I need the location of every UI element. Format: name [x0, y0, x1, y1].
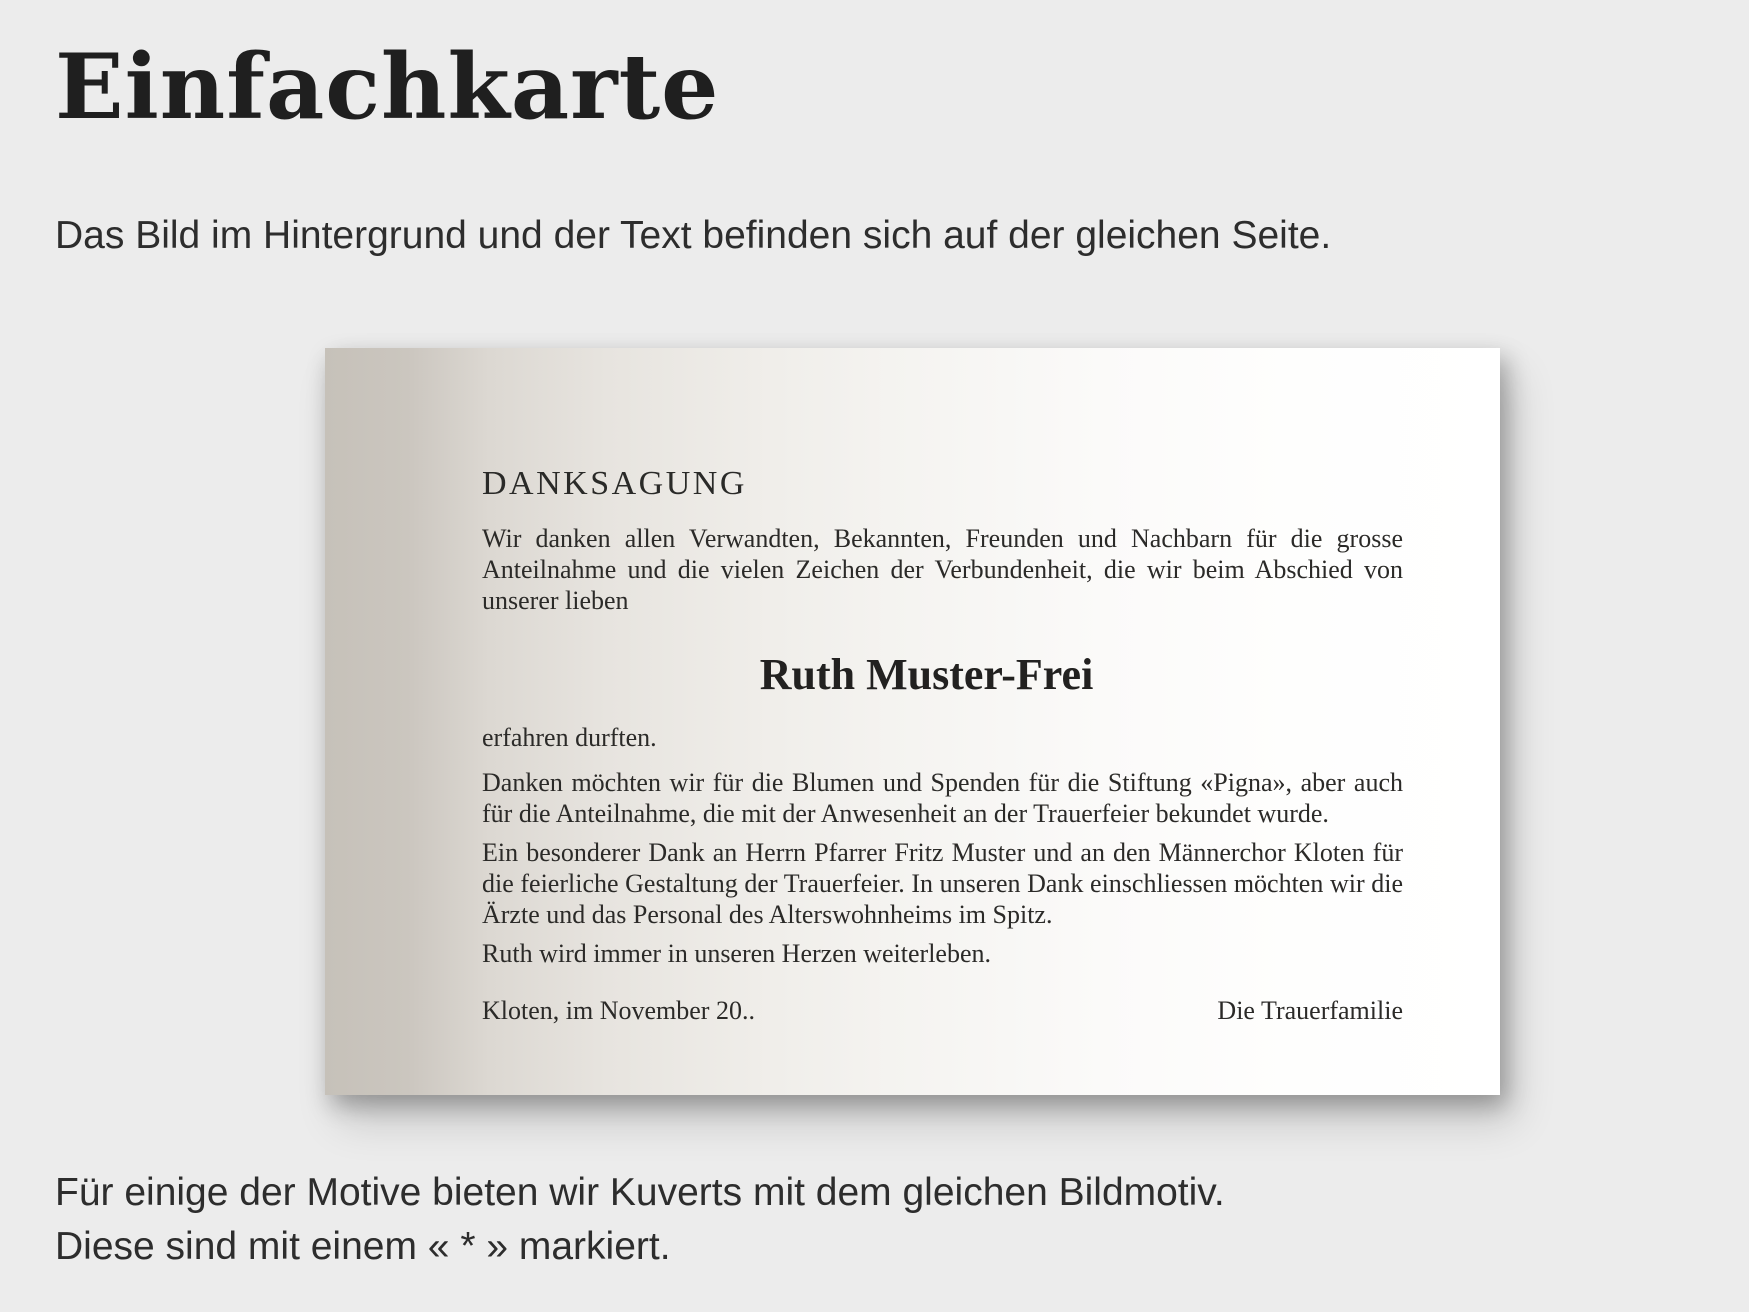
card-footer-place-date: Kloten, im November 20..	[482, 996, 755, 1025]
danksagung-card	[325, 348, 1500, 1095]
card-paragraph-thanks: Ein besonderer Dank an Herrn Pfarrer Fritz Muster und an den Männerchor Kloten für die feierliche Gestaltung der Trauerfeier. In unseren Dank einschliessen möchten wir die Ärzte und das Personal des Alterswohnheims im Spitz.	[482, 837, 1403, 929]
page-title: Einfachkarte	[55, 34, 720, 140]
page-footer-line2: Diese sind mit einem « * » markiert.	[55, 1225, 671, 1268]
page-footer	[55, 1166, 1225, 1274]
card-paragraph-intro: Wir danken allen Verwandten, Bekannten, Freunden und Nachbarn für die grosse Anteilnahme und die vielen Zeichen der Verbundenheit, die wir beim Abschied von unserer lieben	[482, 523, 1403, 615]
page-subtitle: Das Bild im Hintergrund und der Text befinden sich auf der gleichen Seite.	[55, 214, 1332, 257]
card-paragraph-donations: Danken möchten wir für die Blumen und Spenden für die Stiftung «Pigna», aber auch für die Anteilnahme, die mit der Anwesenheit an der Trauerfeier bekundet wurde.	[482, 767, 1403, 828]
card-footer	[482, 995, 1403, 1026]
card-paragraph-memory: Ruth wird immer in unseren Herzen weiterleben.	[482, 938, 991, 968]
card-line-erfahren: erfahren durften.	[482, 722, 657, 752]
page-footer-line1: Für einige der Motive bieten wir Kuverts mit dem gleichen Bildmotiv.	[55, 1171, 1225, 1214]
card-footer-family: Die Trauerfamilie	[1217, 996, 1403, 1025]
deceased-name: Ruth Muster-Frei	[759, 649, 1094, 699]
card-heading: DANKSAGUNG	[482, 465, 747, 502]
